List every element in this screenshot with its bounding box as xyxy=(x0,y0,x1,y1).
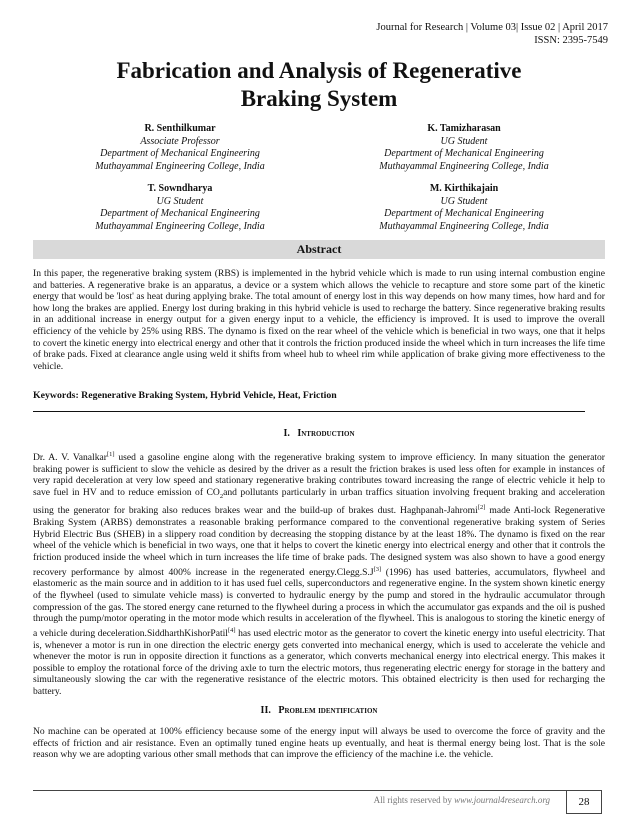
author-name: T. Sowndharya xyxy=(147,183,213,194)
author-college: Muthayammal Engineering College, India xyxy=(95,160,265,172)
text-run: has used electric motor as the generator to covert the kinetic energy into useful electricity. That is, whenever a motor is run in one direction the electric energy gets converted into mechanical energy, which is used to accelerate the vehicle and whenever the motor is run in opposite direction it functions as a generator, which converts mechanical energy into electrical energy. This makes it possible to employ the rotational force of the driving axle to turn the electric motors, thus regenerating electric energy for storage in the battery and simultaneously slowing the car with the regenerative resistance of the electric motors. This obtained electricity is then used for recharging the battery. xyxy=(33,627,606,697)
citation-1: [1] xyxy=(106,451,115,458)
website-link[interactable]: www.journal4research.org xyxy=(454,795,550,805)
author-role: UG Student xyxy=(156,195,204,207)
section-number: II. xyxy=(260,705,271,716)
section-number: I. xyxy=(283,428,290,439)
section-divider xyxy=(33,411,585,412)
rights-text: All rights reserved by xyxy=(373,795,455,805)
section-heading-problem xyxy=(0,705,638,717)
keywords: Keywords: Regenerative Braking System, Hybrid Vehicle, Heat, Friction xyxy=(33,390,337,401)
abstract-text: In this paper, the regenerative braking system (RBS) is implemented in the hybrid vehicle which is made to run using internal combustion engine and batteries. A regenerative brake is an apparatus, a device or a system which allows the vehicle to recapture and store some part of the kinetic energy that would be 'lost' as heat during applying brake. The total amount of energy lost in this way depends on how many times, how hard and for how long the brakes are applied. Energy lost during braking in this hybrid vehicle is used to recharge the battery. Since regenerative braking results in an additional increase in energy output for a given energy input to a vehicle, the efficiency is improved. It is used to improve the overall efficiency of the vehicle by 25% using RBS. The dynamo is fixed on the rear wheel of the vehicle which is beneficial in two ways, one that it helps to covert the kinetic energy into electrical energy and other that it controls the friction produced inside the wheel which in turn increases the life time of brake pads. Fixed at clearance angle using weld it shifts from wheel hub to wheel rim while application of brake giving more effectiveness to the vehicle. xyxy=(33,268,605,372)
citation-3: [3] xyxy=(373,565,382,573)
journal-line: Journal for Research | Volume 03| Issue 02 | April 2017 xyxy=(376,22,608,33)
subscript: 2 xyxy=(219,492,224,500)
author-name: R. Senthilkumar xyxy=(144,123,216,134)
author-dept: Department of Mechanical Engineering xyxy=(384,148,544,159)
author-4 xyxy=(344,183,584,233)
author-2 xyxy=(344,123,584,173)
author-3 xyxy=(60,183,300,233)
section-title: Introduction xyxy=(297,428,355,439)
text-run: (1996) has used batteries, accumulators, flywheel and elastomeric as the main source and in addition to it has used fuel cells, superconductors and regenerative engine. In the system shown kinetic energy of the flywheel (used to simulate vehicle mass) is converted to hydraulic energy by the pump and stored in the hydraulic accumulator through compression of the gas. The stored energy cane returned to the flywheel during a process in which the accumulator gas expands and the oil is pushed through the pump/motor operating in the motor mode which results in acceleration of the flywheel. This is analogous to storing the kinetic energy of a vehicle during deceleration.SiddharthKishorPatil xyxy=(33,566,605,639)
footer-divider xyxy=(33,790,573,791)
author-dept: Department of Mechanical Engineering xyxy=(384,208,544,219)
author-dept: Department of Mechanical Engineering xyxy=(100,208,260,219)
author-name: K. Tamizharasan xyxy=(427,123,501,134)
section-heading-introduction xyxy=(0,428,638,440)
introduction-paragraph xyxy=(33,449,605,698)
citation-2: [2] xyxy=(477,504,486,512)
page-number: 28 xyxy=(566,790,602,814)
footer-rights xyxy=(374,795,550,805)
problem-paragraph: No machine can be operated at 100% efficiency because some of the energy input will always be used to overcome the force of gravity and the effects of friction and air resistance. Even an optimally tuned engine heats up eventually, and heat is thermal energy being lost. That is the sole reason why we are adopting various other small methods that can improve the efficiency of the machine i.e. the vehicle. xyxy=(33,726,605,761)
author-role: UG Student xyxy=(440,135,488,147)
title-line-1: Fabrication and Analysis of Regenerative xyxy=(116,58,522,83)
journal-header xyxy=(376,21,608,47)
section-title: Problem identification xyxy=(278,705,378,716)
abstract-heading: Abstract xyxy=(33,240,605,259)
author-dept: Department of Mechanical Engineering xyxy=(100,148,260,159)
author-role: Associate Professor xyxy=(140,135,220,147)
text-run: made Anti-lock Regenerative Braking System (ARBS) demonstrates a reasonable braking performance compared to the conventional regenerative braking system of Series Hybrid Electric Bus (SHEB) in a slippery road condition by decreasing the stopping distance by at the least 18%. The dynamo is fixed on the rear wheel of the vehicle which is beneficial in two ways, one that it helps to covert the kinetic energy into electrical energy and other that it controls the friction produced inside the wheel which in turn increases the life time of brake pads. The designed system was also shown to have a good energy recovery performance by almost 400% increase in the regenerated energy.Clegg.S.J xyxy=(33,505,605,578)
author-college: Muthayammal Engineering College, India xyxy=(379,160,549,172)
text-run: used a gasoline engine along with the regenerative braking system to improve efficiency. In many situation the generator braking power is sufficient to slow the vehicle as desired by the driver as a result the friction brakes is used less often for example in instances of very rapid deceleration at very low speed and stationary regenerative braking contributes toward increasing the range of electric vehicle it help to save fuel in HV and to reduce emission of CO xyxy=(33,452,605,498)
title-line-2: Braking System xyxy=(240,86,398,111)
author-name: M. Kirthikajain xyxy=(429,183,499,194)
author-role: UG Student xyxy=(440,195,488,207)
issn: ISSN: 2395-7549 xyxy=(534,35,608,46)
author-college: Muthayammal Engineering College, India xyxy=(379,220,549,232)
author-college: Muthayammal Engineering College, India xyxy=(95,220,265,232)
text-run: and pollutants particularly in urban traffics situation involving frequent braking and acceleration using the generator for braking also reduces brakes wear and the build-up of brakes dust. Haghpanah-Jahromi xyxy=(33,486,605,517)
paper-title xyxy=(0,57,638,113)
author-1 xyxy=(60,123,300,173)
citation-4: [4] xyxy=(227,626,236,634)
text-run: Dr. A. V. Vanalkar xyxy=(33,452,107,464)
